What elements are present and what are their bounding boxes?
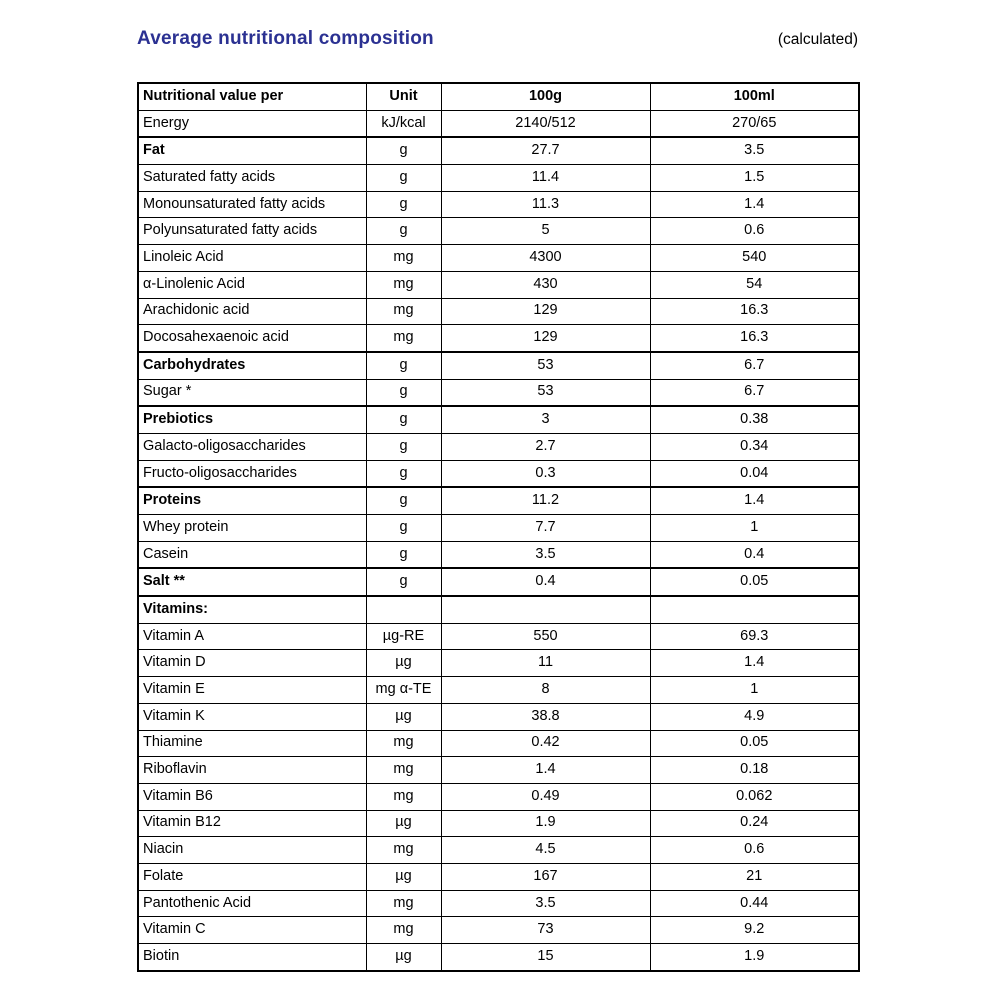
row-value-100g: 2140/512 xyxy=(441,110,650,137)
title-row xyxy=(137,28,858,50)
row-value-100g: 1.4 xyxy=(441,757,650,784)
row-value-100ml: 1.4 xyxy=(650,191,859,218)
row-label: Saturated fatty acids xyxy=(138,165,366,192)
table-row xyxy=(138,191,859,218)
row-value-100ml: 3.5 xyxy=(650,137,859,164)
row-value-100ml: 0.05 xyxy=(650,730,859,757)
row-label: Energy xyxy=(138,110,366,137)
row-value-100g: 11.2 xyxy=(441,487,650,514)
row-value-100g: 4.5 xyxy=(441,837,650,864)
table-row xyxy=(138,917,859,944)
row-label: Vitamin B6 xyxy=(138,783,366,810)
row-label: Monounsaturated fatty acids xyxy=(138,191,366,218)
row-label: Pantothenic Acid xyxy=(138,890,366,917)
row-value-100g: 8 xyxy=(441,677,650,704)
row-value-100g: 3.5 xyxy=(441,890,650,917)
row-label: Linoleic Acid xyxy=(138,245,366,272)
row-value-100g: 430 xyxy=(441,271,650,298)
row-label: Vitamin A xyxy=(138,623,366,650)
row-value-100ml: 69.3 xyxy=(650,623,859,650)
row-label: Vitamins: xyxy=(138,596,366,623)
row-value-100ml: 16.3 xyxy=(650,325,859,352)
row-unit: mg xyxy=(366,757,441,784)
row-value-100g: 15 xyxy=(441,944,650,971)
row-value-100g: 27.7 xyxy=(441,137,650,164)
row-value-100ml: 1.5 xyxy=(650,165,859,192)
row-label: Vitamin E xyxy=(138,677,366,704)
row-value-100ml: 0.38 xyxy=(650,406,859,433)
row-unit: g xyxy=(366,165,441,192)
table-row xyxy=(138,245,859,272)
row-value-100ml xyxy=(650,596,859,623)
calculated-note: (calculated) xyxy=(777,31,858,48)
table-row xyxy=(138,460,859,487)
row-unit: µg xyxy=(366,650,441,677)
row-label: Salt ** xyxy=(138,568,366,596)
row-value-100ml: 1.4 xyxy=(650,487,859,514)
table-row xyxy=(138,810,859,837)
table-row xyxy=(138,298,859,325)
table-row xyxy=(138,325,859,352)
header-row xyxy=(138,83,859,110)
table-row xyxy=(138,487,859,514)
row-value-100g: 7.7 xyxy=(441,515,650,542)
row-unit: mg xyxy=(366,837,441,864)
row-value-100g: 3.5 xyxy=(441,541,650,568)
row-label: Carbohydrates xyxy=(138,352,366,379)
row-unit: g xyxy=(366,541,441,568)
row-label: Galacto-oligosaccharides xyxy=(138,433,366,460)
row-value-100ml: 270/65 xyxy=(650,110,859,137)
row-value-100g: 53 xyxy=(441,379,650,406)
row-value-100ml: 54 xyxy=(650,271,859,298)
row-unit: g xyxy=(366,487,441,514)
row-value-100ml: 9.2 xyxy=(650,917,859,944)
row-value-100ml: 0.24 xyxy=(650,810,859,837)
table-row xyxy=(138,703,859,730)
table-row xyxy=(138,541,859,568)
row-value-100g: 11 xyxy=(441,650,650,677)
row-label: Thiamine xyxy=(138,730,366,757)
row-value-100g: 0.49 xyxy=(441,783,650,810)
row-unit: µg-RE xyxy=(366,623,441,650)
row-value-100g: 4300 xyxy=(441,245,650,272)
row-value-100g: 3 xyxy=(441,406,650,433)
row-value-100g: 167 xyxy=(441,863,650,890)
row-label: Fat xyxy=(138,137,366,164)
row-unit: mg xyxy=(366,298,441,325)
row-label: Vitamin K xyxy=(138,703,366,730)
row-value-100ml: 21 xyxy=(650,863,859,890)
row-unit: kJ/kcal xyxy=(366,110,441,137)
row-label: Vitamin D xyxy=(138,650,366,677)
row-unit: g xyxy=(366,406,441,433)
row-value-100ml: 1.4 xyxy=(650,650,859,677)
row-label: Prebiotics xyxy=(138,406,366,433)
row-value-100ml: 16.3 xyxy=(650,298,859,325)
row-value-100ml: 0.44 xyxy=(650,890,859,917)
table-row xyxy=(138,406,859,433)
row-unit: µg xyxy=(366,703,441,730)
row-value-100ml: 0.18 xyxy=(650,757,859,784)
row-unit: g xyxy=(366,515,441,542)
row-value-100g: 53 xyxy=(441,352,650,379)
row-unit: µg xyxy=(366,810,441,837)
row-value-100g xyxy=(441,596,650,623)
table-row xyxy=(138,730,859,757)
row-value-100ml: 1.9 xyxy=(650,944,859,971)
row-label: Sugar * xyxy=(138,379,366,406)
table-row xyxy=(138,110,859,137)
row-unit: g xyxy=(366,460,441,487)
table-row xyxy=(138,650,859,677)
row-value-100ml: 0.05 xyxy=(650,568,859,596)
table-row xyxy=(138,837,859,864)
row-value-100g: 0.3 xyxy=(441,460,650,487)
table-row xyxy=(138,596,859,623)
row-unit: g xyxy=(366,218,441,245)
row-value-100g: 129 xyxy=(441,298,650,325)
row-label: Vitamin C xyxy=(138,917,366,944)
nutrition-table xyxy=(137,82,860,972)
row-value-100g: 550 xyxy=(441,623,650,650)
row-unit: g xyxy=(366,352,441,379)
row-value-100g: 129 xyxy=(441,325,650,352)
table-row xyxy=(138,165,859,192)
row-value-100g: 11.3 xyxy=(441,191,650,218)
row-unit: µg xyxy=(366,944,441,971)
row-unit: g xyxy=(366,568,441,596)
row-unit xyxy=(366,596,441,623)
table-row xyxy=(138,863,859,890)
row-value-100g: 73 xyxy=(441,917,650,944)
table-row xyxy=(138,944,859,971)
row-unit: mg α-TE xyxy=(366,677,441,704)
row-label: Whey protein xyxy=(138,515,366,542)
row-value-100ml: 0.6 xyxy=(650,218,859,245)
header-nutritional-value-per: Nutritional value per xyxy=(138,83,366,110)
table-row xyxy=(138,352,859,379)
row-unit: mg xyxy=(366,271,441,298)
row-label: Niacin xyxy=(138,837,366,864)
nutrition-table-header xyxy=(138,83,859,110)
row-unit: mg xyxy=(366,730,441,757)
table-row xyxy=(138,677,859,704)
row-value-100g: 1.9 xyxy=(441,810,650,837)
row-value-100ml: 6.7 xyxy=(650,379,859,406)
row-unit: mg xyxy=(366,783,441,810)
row-label: Docosahexaenoic acid xyxy=(138,325,366,352)
header-100g: 100g xyxy=(441,83,650,110)
row-value-100ml: 0.062 xyxy=(650,783,859,810)
table-row xyxy=(138,890,859,917)
row-label: Arachidonic acid xyxy=(138,298,366,325)
row-unit: g xyxy=(366,379,441,406)
row-value-100ml: 1 xyxy=(650,677,859,704)
table-row xyxy=(138,137,859,164)
row-unit: g xyxy=(366,433,441,460)
row-label: Biotin xyxy=(138,944,366,971)
row-unit: g xyxy=(366,191,441,218)
row-value-100ml: 6.7 xyxy=(650,352,859,379)
row-value-100ml: 0.34 xyxy=(650,433,859,460)
row-unit: mg xyxy=(366,890,441,917)
table-row xyxy=(138,515,859,542)
row-label: Casein xyxy=(138,541,366,568)
row-label: Vitamin B12 xyxy=(138,810,366,837)
row-unit: µg xyxy=(366,863,441,890)
header-unit: Unit xyxy=(366,83,441,110)
table-row xyxy=(138,379,859,406)
row-label: α-Linolenic Acid xyxy=(138,271,366,298)
row-label: Fructo-oligosaccharides xyxy=(138,460,366,487)
table-row xyxy=(138,623,859,650)
table-row xyxy=(138,271,859,298)
row-unit: mg xyxy=(366,325,441,352)
row-value-100g: 11.4 xyxy=(441,165,650,192)
row-value-100g: 5 xyxy=(441,218,650,245)
row-value-100g: 38.8 xyxy=(441,703,650,730)
table-row xyxy=(138,783,859,810)
row-value-100ml: 1 xyxy=(650,515,859,542)
header-100ml: 100ml xyxy=(650,83,859,110)
row-value-100g: 2.7 xyxy=(441,433,650,460)
nutrition-table-body xyxy=(138,110,859,971)
row-value-100g: 0.42 xyxy=(441,730,650,757)
table-row xyxy=(138,218,859,245)
table-row xyxy=(138,568,859,596)
row-value-100ml: 0.4 xyxy=(650,541,859,568)
row-value-100ml: 0.6 xyxy=(650,837,859,864)
row-label: Folate xyxy=(138,863,366,890)
page-title: Average nutritional composition xyxy=(137,28,434,49)
row-value-100ml: 540 xyxy=(650,245,859,272)
row-unit: g xyxy=(366,137,441,164)
row-label: Polyunsaturated fatty acids xyxy=(138,218,366,245)
table-row xyxy=(138,757,859,784)
row-unit: mg xyxy=(366,245,441,272)
row-value-100ml: 0.04 xyxy=(650,460,859,487)
table-row xyxy=(138,433,859,460)
row-unit: mg xyxy=(366,917,441,944)
row-value-100g: 0.4 xyxy=(441,568,650,596)
row-label: Proteins xyxy=(138,487,366,514)
row-label: Riboflavin xyxy=(138,757,366,784)
row-value-100ml: 4.9 xyxy=(650,703,859,730)
